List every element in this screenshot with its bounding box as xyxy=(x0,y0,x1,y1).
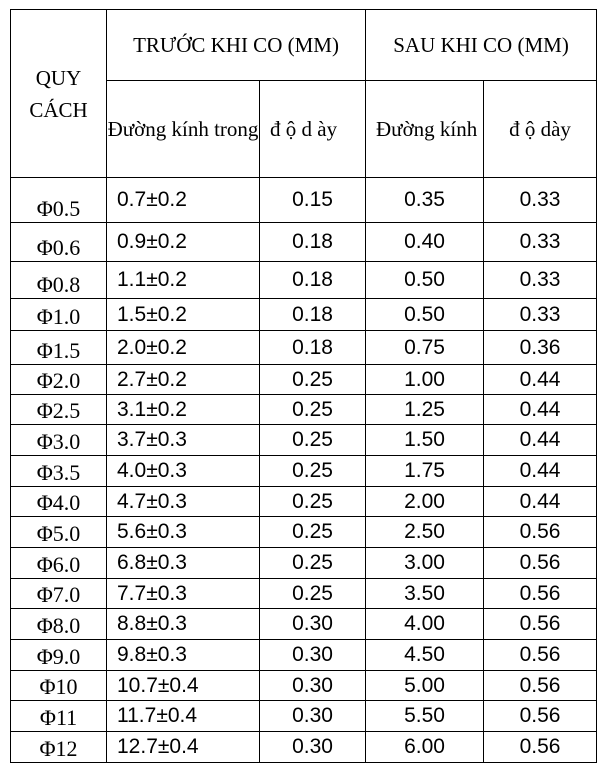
inner-diameter-cell: 0.7±0.2 xyxy=(107,178,260,223)
spec-cell: Φ8.0 xyxy=(11,609,107,640)
spec-cell: Φ10 xyxy=(11,671,107,701)
diameter-after-cell: 0.75 xyxy=(366,331,484,365)
spec-cell: Φ0.8 xyxy=(11,262,107,299)
thickness-after-cell: 0.36 xyxy=(484,331,597,365)
thickness-after-cell: 0.56 xyxy=(484,671,597,701)
spec-cell: Φ6.0 xyxy=(11,548,107,579)
spec-cell: Φ7.0 xyxy=(11,579,107,609)
spec-cell: Φ2.0 xyxy=(11,365,107,395)
inner-diameter-cell: 1.1±0.2 xyxy=(107,262,260,299)
diameter-after-cell: 3.50 xyxy=(366,579,484,609)
diameter-after-cell: 1.00 xyxy=(366,365,484,395)
thickness-before-header: đ ộ d ày xyxy=(260,81,366,178)
thickness-before-cell: 0.25 xyxy=(260,395,366,425)
table-row xyxy=(11,517,597,548)
diameter-after-cell: 0.40 xyxy=(366,223,484,262)
diameter-after-cell: 0.35 xyxy=(366,178,484,223)
thickness-before-cell: 0.30 xyxy=(260,701,366,732)
thickness-before-cell: 0.25 xyxy=(260,548,366,579)
inner-diameter-cell: 6.8±0.3 xyxy=(107,548,260,579)
spec-cell: Φ5.0 xyxy=(11,517,107,548)
thickness-before-cell: 0.25 xyxy=(260,517,366,548)
spec-cell: Φ2.5 xyxy=(11,395,107,425)
table-row xyxy=(11,732,597,763)
inner-diameter-cell: 1.5±0.2 xyxy=(107,299,260,331)
thickness-after-cell: 0.33 xyxy=(484,223,597,262)
thickness-before-cell: 0.18 xyxy=(260,262,366,299)
thickness-after-cell: 0.44 xyxy=(484,395,597,425)
thickness-after-cell: 0.56 xyxy=(484,701,597,732)
table-row xyxy=(11,395,597,425)
inner-diameter-cell: 9.8±0.3 xyxy=(107,640,260,671)
diameter-after-cell: 2.00 xyxy=(366,487,484,517)
table-row xyxy=(11,487,597,517)
diameter-after-header: Đường kính xyxy=(366,81,484,178)
thickness-before-cell: 0.25 xyxy=(260,425,366,456)
spec-table xyxy=(10,9,597,763)
thickness-after-cell: 0.44 xyxy=(484,365,597,395)
thickness-after-cell: 0.33 xyxy=(484,262,597,299)
thickness-before-cell: 0.25 xyxy=(260,579,366,609)
thickness-before-cell: 0.18 xyxy=(260,299,366,331)
spec-cell: Φ0.6 xyxy=(11,223,107,262)
table-row xyxy=(11,548,597,579)
inner-diameter-cell: 8.8±0.3 xyxy=(107,609,260,640)
inner-diameter-cell: 10.7±0.4 xyxy=(107,671,260,701)
spec-cell: Φ11 xyxy=(11,701,107,732)
thickness-after-header: đ ộ dày xyxy=(484,81,597,178)
table-body xyxy=(11,178,597,763)
inner-diameter-cell: 12.7±0.4 xyxy=(107,732,260,763)
before-shrink-header: TRƯỚC KHI CO (MM) xyxy=(107,10,366,81)
thickness-after-cell: 0.44 xyxy=(484,487,597,517)
thickness-before-cell: 0.18 xyxy=(260,223,366,262)
thickness-after-cell: 0.56 xyxy=(484,640,597,671)
inner-diameter-cell: 4.0±0.3 xyxy=(107,456,260,487)
thickness-after-cell: 0.56 xyxy=(484,609,597,640)
table-row xyxy=(11,425,597,456)
diameter-after-cell: 5.50 xyxy=(366,701,484,732)
thickness-before-cell: 0.25 xyxy=(260,487,366,517)
thickness-before-cell: 0.30 xyxy=(260,671,366,701)
inner-diameter-cell: 2.7±0.2 xyxy=(107,365,260,395)
diameter-after-cell: 4.50 xyxy=(366,640,484,671)
diameter-after-cell: 1.25 xyxy=(366,395,484,425)
inner-diameter-before-header: Đường kính trong xyxy=(107,81,260,178)
inner-diameter-cell: 4.7±0.3 xyxy=(107,487,260,517)
inner-diameter-cell: 5.6±0.3 xyxy=(107,517,260,548)
inner-diameter-cell: 11.7±0.4 xyxy=(107,701,260,732)
diameter-after-cell: 5.00 xyxy=(366,671,484,701)
table-row xyxy=(11,262,597,299)
spec-cell: Φ4.0 xyxy=(11,487,107,517)
thickness-before-cell: 0.30 xyxy=(260,640,366,671)
thickness-after-cell: 0.33 xyxy=(484,178,597,223)
spec-cell: Φ0.5 xyxy=(11,178,107,223)
table-row xyxy=(11,178,597,223)
diameter-after-cell: 2.50 xyxy=(366,517,484,548)
inner-diameter-cell: 7.7±0.3 xyxy=(107,579,260,609)
table-row xyxy=(11,640,597,671)
diameter-after-cell: 0.50 xyxy=(366,299,484,331)
table-row xyxy=(11,331,597,365)
table-row xyxy=(11,299,597,331)
thickness-before-cell: 0.30 xyxy=(260,609,366,640)
inner-diameter-cell: 3.7±0.3 xyxy=(107,425,260,456)
inner-diameter-cell: 2.0±0.2 xyxy=(107,331,260,365)
diameter-after-cell: 4.00 xyxy=(366,609,484,640)
thickness-before-cell: 0.18 xyxy=(260,331,366,365)
diameter-after-cell: 6.00 xyxy=(366,732,484,763)
diameter-after-cell: 0.50 xyxy=(366,262,484,299)
spec-cell: Φ3.5 xyxy=(11,456,107,487)
table-row xyxy=(11,701,597,732)
spec-cell: Φ1.5 xyxy=(11,331,107,365)
spec-cell: Φ3.0 xyxy=(11,425,107,456)
inner-diameter-cell: 3.1±0.2 xyxy=(107,395,260,425)
thickness-before-cell: 0.15 xyxy=(260,178,366,223)
thickness-after-cell: 0.56 xyxy=(484,548,597,579)
spec-cell: Φ12 xyxy=(11,732,107,763)
table-header xyxy=(11,10,597,178)
diameter-after-cell: 1.75 xyxy=(366,456,484,487)
table-row xyxy=(11,579,597,609)
diameter-after-cell: 1.50 xyxy=(366,425,484,456)
thickness-after-cell: 0.56 xyxy=(484,732,597,763)
inner-diameter-cell: 0.9±0.2 xyxy=(107,223,260,262)
thickness-after-cell: 0.44 xyxy=(484,456,597,487)
spec-cell: Φ1.0 xyxy=(11,299,107,331)
thickness-before-cell: 0.25 xyxy=(260,456,366,487)
table-row xyxy=(11,456,597,487)
thickness-after-cell: 0.33 xyxy=(484,299,597,331)
thickness-before-cell: 0.25 xyxy=(260,365,366,395)
thickness-after-cell: 0.56 xyxy=(484,517,597,548)
thickness-after-cell: 0.56 xyxy=(484,579,597,609)
table-row xyxy=(11,365,597,395)
thickness-after-cell: 0.44 xyxy=(484,425,597,456)
table-row xyxy=(11,609,597,640)
spec-cell: Φ9.0 xyxy=(11,640,107,671)
thickness-before-cell: 0.30 xyxy=(260,732,366,763)
table-row xyxy=(11,671,597,701)
table-row xyxy=(11,223,597,262)
after-shrink-header: SAU KHI CO (MM) xyxy=(366,10,597,81)
diameter-after-cell: 3.00 xyxy=(366,548,484,579)
spec-header: QUY CÁCH xyxy=(11,10,107,178)
